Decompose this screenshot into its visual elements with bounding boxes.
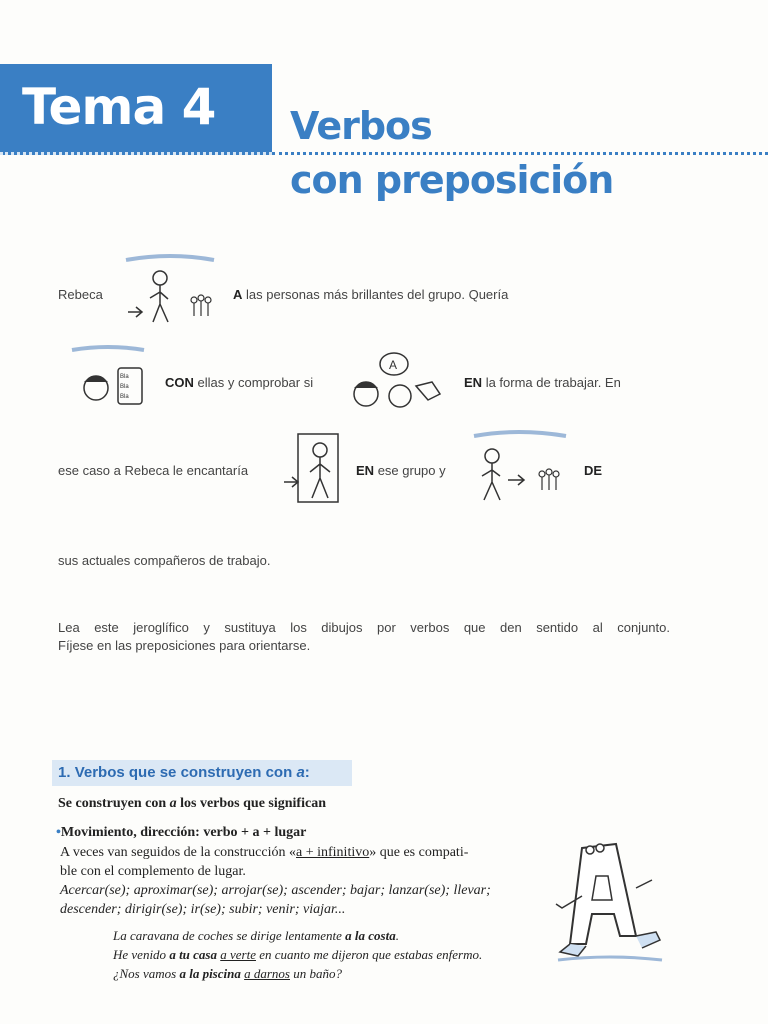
person-leaving-group-icon	[468, 428, 572, 506]
ex2-post: en cuanto me dijeron que estabas enfermo.	[259, 947, 483, 962]
bullet-heading	[56, 825, 306, 841]
ex1-bold: a la costa	[345, 928, 396, 943]
person-talking-icon	[344, 350, 450, 416]
person-entering-door-icon	[282, 430, 346, 506]
svg-text:Bla: Bla	[120, 394, 129, 400]
hiero-line2-mid: ellas y comprobar si	[197, 375, 314, 390]
hiero-line3-prefix: ese caso a Rebeca le encantaría	[58, 463, 249, 478]
ex3-post: un baño?	[293, 966, 342, 981]
example-2	[113, 947, 482, 963]
desc1-pre: A veces van seguidos de la construcción «	[60, 845, 296, 860]
header-divider-right	[272, 152, 768, 155]
example-3	[113, 966, 342, 982]
desc-line2: ble con el complemento de lugar.	[60, 864, 246, 879]
desc1-post: » que es compati-	[369, 845, 469, 860]
person-with-notepad-icon	[68, 344, 152, 414]
ex3-bold: a la piscina	[179, 966, 241, 981]
ex2-pre: He venido	[113, 947, 167, 962]
bullet-dot-icon: •	[56, 825, 61, 840]
page-title-line2: con preposición	[290, 158, 614, 202]
desc1-underlined: a + infinitivo	[296, 845, 370, 860]
page-title-line1: Verbos	[290, 104, 432, 148]
intro-pre: Se construyen con	[58, 796, 167, 811]
hiero-line3-part1	[356, 463, 446, 478]
walking-letter-a-icon	[552, 836, 668, 966]
instructions-line2: Fíjese en las preposiciones para orientarse.	[58, 638, 311, 653]
ex3-pre: ¿Nos vamos	[113, 966, 177, 981]
prep-en-1: EN	[464, 375, 483, 390]
hiero-line2-part2	[464, 375, 621, 390]
prep-en-2: EN	[356, 463, 375, 478]
svg-text:Bla: Bla	[120, 374, 129, 380]
hiero-line1-text	[233, 287, 508, 302]
bullet-title: Movimiento, dirección: verbo + a + lugar	[60, 825, 307, 840]
section-title-colon: :	[304, 764, 310, 781]
intro-post: los verbos que significan	[180, 796, 326, 811]
svg-text:Bla: Bla	[120, 384, 129, 390]
verbs-line1: Acercar(se); aproximar(se); arrojar(se); ascender; bajar; lanzar(se); llevar;	[60, 883, 491, 898]
example-1	[113, 928, 399, 944]
person-walking-toward-group-icon	[120, 252, 220, 332]
instructions-line1: Lea este jeroglífico y sustituya los dibujos por verbos que den sentido al conjunto.	[58, 620, 670, 635]
speech-bubble-letter: A	[389, 358, 398, 372]
hiero-line2-part1	[165, 375, 313, 390]
tema-label: Tema 4	[22, 78, 216, 136]
desc-line1	[60, 845, 468, 861]
ex1-post: .	[395, 928, 399, 943]
ex2-underlined: a verte	[220, 947, 256, 962]
header-divider-left	[0, 152, 272, 155]
ex1-pre: La caravana de coches se dirige lentamente	[113, 928, 342, 943]
hiero-line1-rest: las personas más brillantes del grupo. Quería	[246, 287, 509, 302]
section-title-text: Verbos que se construyen con	[74, 764, 293, 781]
ex2-bold: a tu casa	[169, 947, 217, 962]
hiero-line1-prefix: Rebeca	[58, 287, 103, 302]
prep-a: A	[233, 287, 243, 302]
prep-de: DE	[584, 463, 603, 478]
verbs-line2: descender; dirigir(se); ir(se); subir; venir; viajar...	[60, 902, 346, 917]
hiero-line4: sus actuales compañeros de trabajo.	[58, 553, 271, 568]
hiero-line2-rest: la forma de trabajar. En	[485, 375, 621, 390]
ex3-underlined: a darnos	[244, 966, 290, 981]
section-intro	[58, 796, 326, 812]
section-heading	[58, 764, 310, 781]
intro-prep: a	[169, 796, 177, 811]
hiero-line3-mid: ese grupo y	[377, 463, 446, 478]
prep-con: CON	[165, 375, 194, 390]
section-number: 1.	[58, 764, 71, 781]
section-title-prep: a	[296, 764, 305, 781]
